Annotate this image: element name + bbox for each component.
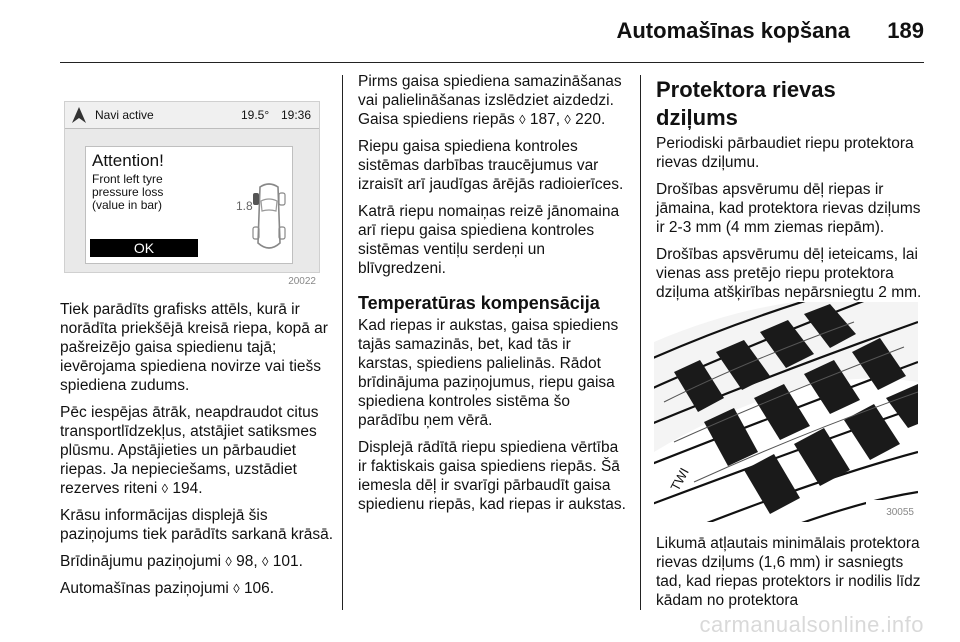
figure-number: 30055 <box>886 507 914 518</box>
paragraph: Tiek parādīts grafisks attēls, kurā ir norādīta priekšējā kreisā riepa, kopā ar pašreizējo gaisa spiedienu tajā; ievērojama spiediena novirze vai tiešs spiediena zudums. <box>60 301 328 394</box>
reference-arrow-icon: ◊ <box>225 554 232 569</box>
car-top-view-icon <box>252 181 286 255</box>
section-title: Protektora rievas dziļums <box>656 77 836 130</box>
paragraph: Likumā atļautais minimālais protektora rievas dziļums (1,6 mm) ir sasniegts tad, kad riepas protektors ir nodilis līdz kādam no protektora <box>656 535 921 609</box>
reference-arrow-icon: ◊ <box>519 112 526 127</box>
header-rule <box>60 62 924 63</box>
column-divider <box>640 75 641 610</box>
navigation-arrow-icon <box>71 106 87 124</box>
display-status-bar <box>65 102 319 129</box>
page-header-title: Automašīnas kopšana <box>616 18 850 43</box>
paragraph: Periodiski pārbaudiet riepu protektora rievas dziļumu. <box>656 135 914 171</box>
reference-arrow-icon: ◊ <box>161 481 169 496</box>
alert-line: (value in bar) <box>92 198 163 212</box>
page-reference: 106. <box>243 580 275 597</box>
paragraph: Brīdinājumu paziņojumi ◊ 98, ◊ 101. <box>60 553 303 570</box>
page-reference: 220. <box>575 111 606 128</box>
paragraph: Kad riepas ir aukstas, gaisa spiediens tajās samazinās, bet, kad tās ir karstas, spiediens palielinās. Rādot brīdinājuma paziņojumus, riepu gaisa spiediena kontroles sistēma šo parādību ņem vērā. <box>358 317 619 429</box>
front-left-tyre-icon <box>253 193 259 205</box>
reference-arrow-icon: ◊ <box>233 581 240 596</box>
column-3 <box>656 76 922 310</box>
clock-time: 19:36 <box>281 108 312 122</box>
paragraph: Automašīnas paziņojumi ◊ 106. <box>60 580 275 597</box>
column-3-continued <box>656 534 922 618</box>
tyre-pressure-alert <box>85 146 293 264</box>
display-warning-figure <box>60 77 322 289</box>
column-1 <box>60 300 336 606</box>
page-reference: 98, <box>236 553 258 570</box>
paragraph: Pēc iespējas ātrāk, neapdraudot citus transportlīdzekļus, atstājiet satiksmes plūsmu. Apstājieties un pārbaudiet riepas. Ja nepieciešams, uzstādiet rezerves riteni ◊ 194. <box>60 404 319 497</box>
nav-status: Navi active <box>95 108 154 122</box>
paragraph: Riepu gaisa spiediena kontroles sistēmas darbības traucējumus var izraisīt arī jaudīgas ārējās radioierīces. <box>358 138 624 193</box>
twi-label: TWI <box>667 465 692 494</box>
column-divider <box>342 75 343 610</box>
paragraph: Drošības apsvērumu dēļ ieteicams, lai vienas ass pretējo riepu protektora dziļuma atšķirības nepārsniegtu 2 mm. <box>656 246 922 301</box>
alert-line: Front left tyre <box>92 172 163 186</box>
page-number: 189 <box>887 18 924 43</box>
column-2 <box>358 72 628 522</box>
paragraph: Pirms gaisa spiediena samazināšanas vai palielināšanas izslēdziet aizdedzi. Gaisa spiediens riepās ◊ 187, ◊ 220. <box>358 73 622 128</box>
info-display-screen <box>64 101 320 273</box>
alert-line: pressure loss <box>92 185 164 199</box>
tyre-pressure-value: 1.8 <box>236 199 253 213</box>
paragraph: Katrā riepu nomaiņas reizē jānomaina arī riepu gaisa spiediena kontroles sistēmas ventiļu serdeņi un blīvgredzeni. <box>358 203 620 277</box>
paragraph: Krāsu informācijas displejā šis paziņojums tiek parādīts sarkanā krāsā. <box>60 507 334 543</box>
page-reference: 194. <box>172 480 203 497</box>
page-reference: 101. <box>272 553 303 570</box>
alert-message <box>92 173 202 212</box>
section-heading: Temperatūras kompensācija <box>358 293 600 313</box>
paragraph: Displejā rādītā riepu spiediena vērtība ir faktiskais gaisa spiediens riepās. Šā iemesla dēļ ir svarīgi pārbaudīt gaisa spiedienu riepās, kad riepas ir aukstas. <box>358 439 626 513</box>
figure-number: 20022 <box>288 276 316 287</box>
outside-temperature: 19.5° <box>241 108 270 122</box>
reference-arrow-icon: ◊ <box>564 112 571 127</box>
page-reference: 187, <box>529 111 561 128</box>
paragraph: Drošības apsvērumu dēļ riepas ir jāmaina, kad protektora rievas dziļums ir 2-3 mm (4 mm ziemas riepām). <box>656 181 921 236</box>
reference-arrow-icon: ◊ <box>262 554 269 569</box>
tyre-tread-illustration <box>654 302 918 522</box>
watermark: carmanualsonline.info <box>699 612 924 637</box>
tyre-tread-figure <box>654 302 918 522</box>
ok-button: OK <box>90 239 198 257</box>
alert-title: Attention! <box>92 151 164 170</box>
